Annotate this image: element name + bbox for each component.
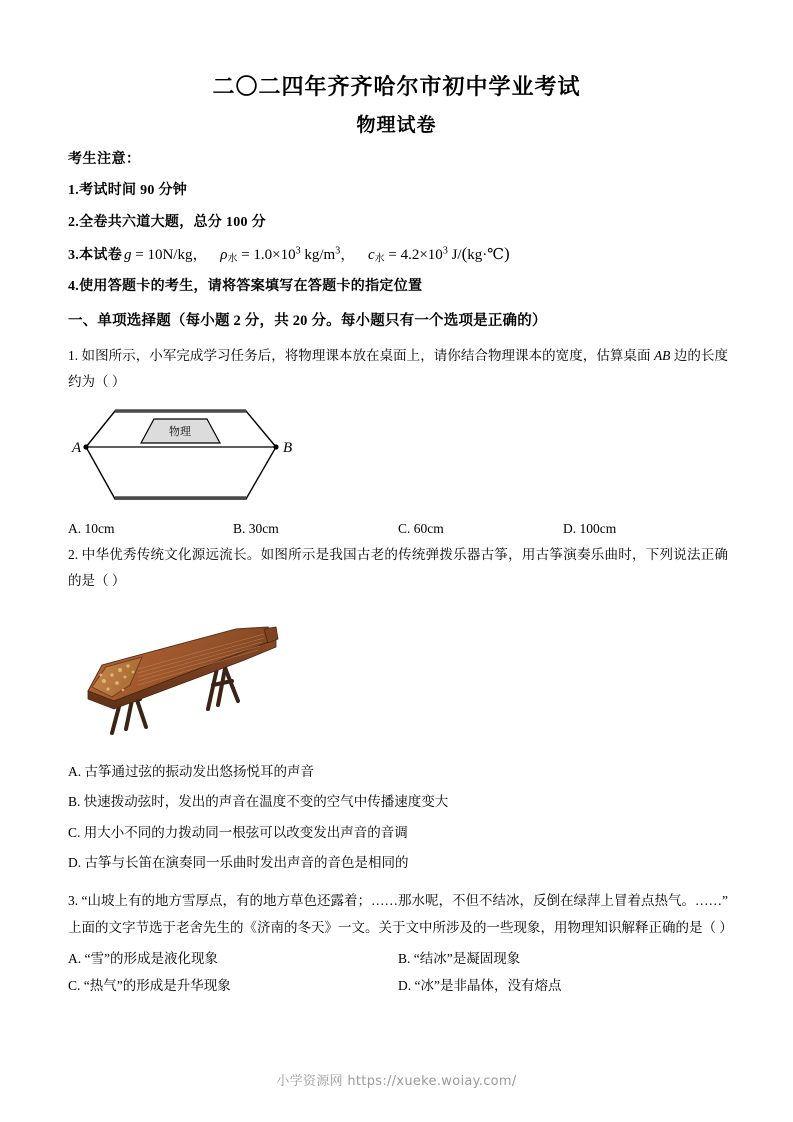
formula-comma-1: ， xyxy=(192,247,208,263)
section-heading-multiple-choice: 一、单项选择题（每小题 2 分，共 20 分。每小题只有一个选项是正确的） xyxy=(68,312,547,329)
notice-item-1: 1.考试时间 90 分钟 xyxy=(68,183,188,198)
book-label: 物理 xyxy=(169,425,191,439)
question-3-options-row-2 xyxy=(68,972,728,999)
question-1-options xyxy=(68,515,728,542)
formula-c-exponent: 3 xyxy=(442,245,448,257)
desk-with-book-diagram xyxy=(68,403,298,509)
formula-g-symbol: g xyxy=(124,247,132,263)
exam-content xyxy=(68,148,733,999)
question-1-stem xyxy=(68,343,728,396)
formula-c-symbol: c xyxy=(367,247,375,263)
notice-item-3-prefix: 3.本试卷 xyxy=(68,248,122,263)
question-3-option-c[interactable]: C. “热气”的形成是升华现象 xyxy=(68,977,231,993)
formula-rho-subscript: 水 xyxy=(227,253,238,265)
formula-rho-exponent: 3 xyxy=(295,245,301,257)
formula-c-subscript: 水 xyxy=(374,253,385,265)
guzheng-photo xyxy=(68,605,318,753)
question-2-option-c[interactable]: C. 用大小不同的力拨动同一根弦可以改变发出声音的音调 xyxy=(68,824,408,840)
question-2-options xyxy=(68,757,728,879)
question-3-stem: 3. “山坡上有的地方雪厚点，有的地方草色还露着；……那水呢，不但不结冰，反倒在绿萍上冒着点热气。……”上面的文字节选于老舍先生的《济南的冬天》一文。关于文中所涉及的一些现象，用物理知识解释正确的是（ ） xyxy=(68,893,733,935)
question-2-option-b[interactable]: B. 快速拨动弦时，发出的声音在温度不变的空气中传播速度变大 xyxy=(68,794,449,810)
question-1-option-a[interactable]: A. 10cm xyxy=(68,521,115,537)
point-b-dot xyxy=(273,445,278,450)
notice-item-2: 2.全卷共六道大题，总分 100 分 xyxy=(68,215,266,230)
question-3-option-d[interactable]: D. “冰”是非晶体，没有熔点 xyxy=(398,977,562,993)
notice-item-3 xyxy=(68,243,728,265)
formula-comma-2: ， xyxy=(340,247,356,263)
question-2-figure xyxy=(68,605,728,753)
question-1-option-d[interactable]: D. 100cm xyxy=(563,521,617,537)
formula-rho-unit-exponent: 3 xyxy=(335,245,341,257)
formula-rho-symbol: ρ xyxy=(220,247,228,263)
page-title: 二〇二四年齐齐哈尔市初中学业考试 xyxy=(212,74,581,100)
question-1-stem-part1: 1. 如图所示，小军完成学习任务后，将物理课本放在桌面上，请你结合物理课本的宽度，估算桌面 xyxy=(68,347,654,363)
formula-c-value-a: = 4.2×10 xyxy=(388,247,443,263)
question-1-stem-part2: 边的长度约为（ ） xyxy=(68,347,728,389)
footer-watermark: 小学资源网 https://xueke.woiay.com/ xyxy=(276,1074,517,1089)
question-3-option-b[interactable]: B. “结冰”是凝固现象 xyxy=(398,950,521,966)
notice-item-4: 4.使用答题卡的考生，请将答案填写在答题卡的指定位置 xyxy=(68,278,423,294)
point-b-label: B xyxy=(283,440,293,457)
question-1-option-b[interactable]: B. 30cm xyxy=(233,521,279,537)
physics-constants-formula: g = 10N/kg， $\rho_水 = 1.0\times 10^3$ $kg/m^3$， $c_水 = 4.2\times 10^3$ J/(kg·℃) xyxy=(124,244,510,265)
question-2-option-d[interactable]: D. 古筝与长笛在演奏同一乐曲时发出声音的音色是相同的 xyxy=(68,854,409,870)
question-2-stem: 2. 中华优秀传统文化源远流长。如图所示是我国古老的传统弹拨乐器古筝，用古筝演奏乐曲时，下列说法正确的是（ ） xyxy=(68,547,728,589)
question-2-option-a[interactable]: A. 古筝通过弦的振动发出悠扬悦耳的声音 xyxy=(68,763,314,779)
question-3-options-row-1 xyxy=(68,945,728,972)
question-3-option-a[interactable]: A. “雪”的形成是液化现象 xyxy=(68,950,218,966)
question-1-option-c[interactable]: C. 60cm xyxy=(398,521,444,537)
question-1-figure xyxy=(68,403,728,509)
formula-rho-value-a: = 1.0×10 xyxy=(241,247,296,263)
formula-g-value: = 10N/kg xyxy=(135,247,193,263)
notice-heading: 考生注意： xyxy=(68,152,141,167)
formula-rho-value-b: kg/m xyxy=(304,247,336,263)
point-a-label: A xyxy=(72,440,82,457)
point-a-dot xyxy=(83,445,88,450)
formula-c-value-b: J/ xyxy=(451,247,462,263)
formula-c-unit: kg·℃ xyxy=(467,247,505,263)
question-1-stem-italic: AB xyxy=(653,347,671,363)
page-subtitle: 物理试卷 xyxy=(356,114,437,136)
